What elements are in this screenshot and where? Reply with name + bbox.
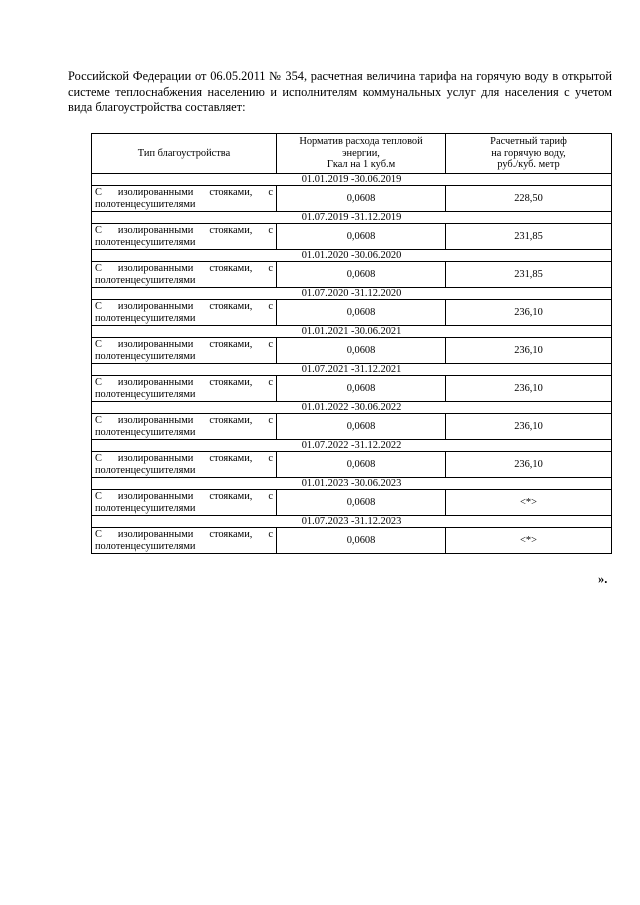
type-line1 bbox=[95, 529, 273, 541]
type-word: стояками, bbox=[209, 301, 253, 312]
type-word: С bbox=[95, 415, 102, 426]
type-word: С bbox=[95, 187, 102, 198]
type-word: С bbox=[95, 263, 102, 274]
type-word: изолированными bbox=[117, 377, 194, 388]
type-word: с bbox=[268, 263, 273, 274]
type-word: стояками, bbox=[209, 415, 253, 426]
header-type-label: Тип благоустройства bbox=[137, 147, 231, 159]
table-row bbox=[92, 262, 612, 288]
table-header-row bbox=[92, 134, 612, 174]
norm-cell: 0,0608 bbox=[277, 338, 446, 364]
table-row bbox=[92, 414, 612, 440]
norm-cell: 0,0608 bbox=[277, 224, 446, 250]
type-line1 bbox=[95, 301, 273, 313]
type-word: с bbox=[268, 339, 273, 350]
type-cell bbox=[92, 338, 277, 364]
intro-paragraph: Российской Федерации от 06.05.2011 № 354, расчетная величина тарифа на горячую воду в открытой системе теплоснабжения населению и исполнителям коммунальных услуг для населения с учетом вида благоустройства составляет: bbox=[68, 69, 612, 115]
type-cell bbox=[92, 452, 277, 478]
type-line2: полотенцесушителями bbox=[95, 540, 196, 552]
table-row bbox=[92, 300, 612, 326]
period-row bbox=[92, 174, 612, 186]
type-line2: полотенцесушителями bbox=[95, 464, 196, 476]
type-cell bbox=[92, 376, 277, 402]
header-type bbox=[92, 134, 277, 174]
type-line2: полотенцесушителями bbox=[95, 388, 196, 400]
header-norm-line3: Гкал на 1 куб.м bbox=[326, 159, 396, 171]
closing-quote: ». bbox=[598, 572, 608, 586]
type-line2: полотенцесушителями bbox=[95, 236, 196, 248]
type-word: стояками, bbox=[209, 377, 253, 388]
type-word: изолированными bbox=[117, 263, 194, 274]
type-word: изолированными bbox=[117, 529, 194, 540]
norm-cell: 0,0608 bbox=[277, 300, 446, 326]
period-cell: 01.01.2021 -30.06.2021 bbox=[92, 326, 612, 338]
type-word: стояками, bbox=[209, 491, 253, 502]
norm-cell: 0,0608 bbox=[277, 262, 446, 288]
type-line1 bbox=[95, 225, 273, 237]
period-row bbox=[92, 250, 612, 262]
type-word: стояками, bbox=[209, 187, 253, 198]
norm-cell: 0,0608 bbox=[277, 528, 446, 554]
norm-cell: 0,0608 bbox=[277, 490, 446, 516]
period-row bbox=[92, 326, 612, 338]
period-cell: 01.07.2021 -31.12.2021 bbox=[92, 364, 612, 376]
table-row bbox=[92, 452, 612, 478]
table-row bbox=[92, 224, 612, 250]
norm-cell: 0,0608 bbox=[277, 414, 446, 440]
type-word: С bbox=[95, 453, 102, 464]
header-norm-line2: энергии, bbox=[342, 147, 380, 159]
period-row bbox=[92, 516, 612, 528]
type-word: С bbox=[95, 529, 102, 540]
type-word: С bbox=[95, 377, 102, 388]
type-word: стояками, bbox=[209, 339, 253, 350]
type-word: с bbox=[268, 301, 273, 312]
type-word: изолированными bbox=[117, 301, 194, 312]
period-row bbox=[92, 440, 612, 452]
tariff-table bbox=[91, 133, 612, 554]
table-body bbox=[92, 174, 612, 554]
header-tariff-line2: на горячую воду, bbox=[491, 147, 566, 159]
period-row bbox=[92, 212, 612, 224]
type-line2: полотенцесушителями bbox=[95, 312, 196, 324]
type-cell bbox=[92, 186, 277, 212]
type-word: стояками, bbox=[209, 529, 253, 540]
header-tariff-line1: Расчетный тариф bbox=[490, 136, 567, 148]
type-line1 bbox=[95, 263, 273, 275]
period-cell: 01.07.2022 -31.12.2022 bbox=[92, 440, 612, 452]
type-cell bbox=[92, 414, 277, 440]
period-cell: 01.07.2023 -31.12.2023 bbox=[92, 516, 612, 528]
table-row bbox=[92, 490, 612, 516]
period-cell: 01.01.2020 -30.06.2020 bbox=[92, 250, 612, 262]
type-word: С bbox=[95, 339, 102, 350]
header-norm-line1: Норматив расхода тепловой bbox=[299, 136, 423, 148]
type-word: стояками, bbox=[209, 225, 253, 236]
type-line2: полотенцесушителями bbox=[95, 426, 196, 438]
table-row bbox=[92, 528, 612, 554]
type-word: стояками, bbox=[209, 453, 253, 464]
type-word: с bbox=[268, 377, 273, 388]
tariff-cell: 231,85 bbox=[446, 262, 612, 288]
type-word: изолированными bbox=[117, 415, 194, 426]
tariff-cell: <*> bbox=[446, 490, 612, 516]
table-row bbox=[92, 186, 612, 212]
norm-cell: 0,0608 bbox=[277, 376, 446, 402]
type-word: изолированными bbox=[117, 453, 194, 464]
type-line2: полотенцесушителями bbox=[95, 198, 196, 210]
type-word: с bbox=[268, 453, 273, 464]
table-row bbox=[92, 376, 612, 402]
tariff-cell: 236,10 bbox=[446, 452, 612, 478]
tariff-cell: 236,10 bbox=[446, 300, 612, 326]
tariff-cell: 236,10 bbox=[446, 338, 612, 364]
period-cell: 01.07.2020 -31.12.2020 bbox=[92, 288, 612, 300]
type-word: изолированными bbox=[117, 187, 194, 198]
type-cell bbox=[92, 262, 277, 288]
period-cell: 01.01.2022 -30.06.2022 bbox=[92, 402, 612, 414]
type-word: изолированными bbox=[117, 339, 194, 350]
type-line1 bbox=[95, 415, 273, 427]
type-line1 bbox=[95, 187, 273, 199]
type-line1 bbox=[95, 453, 273, 465]
tariff-cell: 231,85 bbox=[446, 224, 612, 250]
type-cell bbox=[92, 224, 277, 250]
type-line1 bbox=[95, 491, 273, 503]
type-word: с bbox=[268, 529, 273, 540]
type-line2: полотенцесушителями bbox=[95, 502, 196, 514]
tariff-cell: 236,10 bbox=[446, 376, 612, 402]
type-line2: полотенцесушителями bbox=[95, 274, 196, 286]
norm-cell: 0,0608 bbox=[277, 186, 446, 212]
type-word: с bbox=[268, 491, 273, 502]
period-cell: 01.07.2019 -31.12.2019 bbox=[92, 212, 612, 224]
period-row bbox=[92, 288, 612, 300]
tariff-cell: 236,10 bbox=[446, 414, 612, 440]
type-cell bbox=[92, 528, 277, 554]
period-row bbox=[92, 402, 612, 414]
type-word: с bbox=[268, 225, 273, 236]
type-word: изолированными bbox=[117, 491, 194, 502]
type-word: с bbox=[268, 187, 273, 198]
tariff-cell: 228,50 bbox=[446, 186, 612, 212]
period-row bbox=[92, 364, 612, 376]
type-line1 bbox=[95, 339, 273, 351]
period-cell: 01.01.2023 -30.06.2023 bbox=[92, 478, 612, 490]
norm-cell: 0,0608 bbox=[277, 452, 446, 478]
type-word: изолированными bbox=[117, 225, 194, 236]
type-word: с bbox=[268, 415, 273, 426]
period-cell: 01.01.2019 -30.06.2019 bbox=[92, 174, 612, 186]
type-word: стояками, bbox=[209, 263, 253, 274]
type-word: С bbox=[95, 301, 102, 312]
header-tariff bbox=[446, 134, 612, 174]
table-row bbox=[92, 338, 612, 364]
header-tariff-line3: руб./куб. метр bbox=[497, 159, 560, 171]
type-cell bbox=[92, 300, 277, 326]
tariff-cell: <*> bbox=[446, 528, 612, 554]
type-line1 bbox=[95, 377, 273, 389]
type-cell bbox=[92, 490, 277, 516]
type-word: С bbox=[95, 491, 102, 502]
header-norm bbox=[277, 134, 446, 174]
type-line2: полотенцесушителями bbox=[95, 350, 196, 362]
period-row bbox=[92, 478, 612, 490]
type-word: С bbox=[95, 225, 102, 236]
